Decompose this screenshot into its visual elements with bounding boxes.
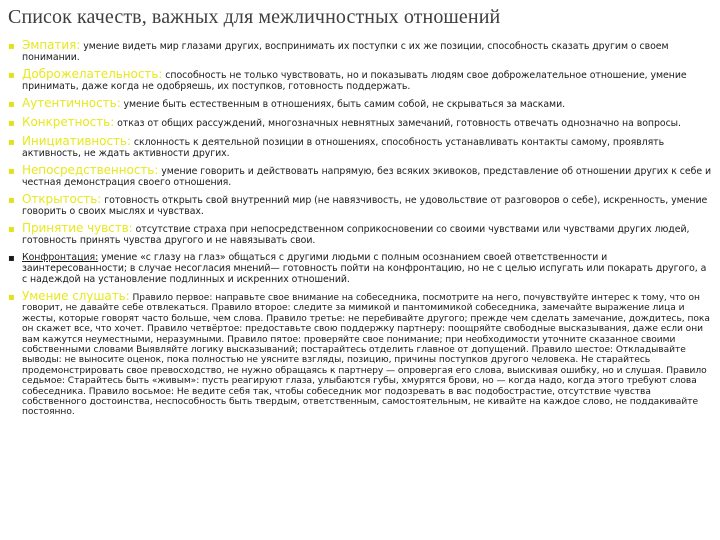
list-item-body [22,252,712,285]
term-description: умение быть естественным в отношениях, быть самим собой, не скрываться за масками. [120,99,566,110]
term-label: Конкретность: [22,115,115,129]
bullet-icon: ▪ [8,292,15,303]
list-item-body [22,223,712,246]
term-label: Принятие чувств: [22,221,133,235]
term-description: отсутствие страха при непосредственном соприкосновении со своими чувствами или чувствами других людей, готовность принять чувства другого и не навязывать свои. [22,224,690,246]
bullet-icon: ▪ [8,166,15,177]
bullet-icon: ▪ [8,137,15,148]
bullet-icon: ▪ [8,118,15,129]
term-description: способность не только чувствовать, но и показывать людям свое доброжелательное отношение, умение принимать, даже когда не одобряешь, их поступков, готовность поддержать. [22,70,687,92]
page-title: Список качеств, важных для межличностных отношений [8,6,501,28]
term-label: Эмпатия: [22,38,81,52]
list-item-body [22,194,712,217]
bullet-icon: ▪ [8,70,15,81]
term-description: отказ от общих рассуждений, многозначных невнятных замечаний, готовность отвечать однозначно на вопросы. [114,118,681,129]
qualities-list [8,40,712,421]
term-label: Умение слушать: [22,289,130,303]
list-item-body [22,40,712,63]
list-item-body [22,69,712,92]
list-item-authenticity [8,98,712,111]
term-label: Доброжелательность: [22,67,163,81]
list-item-body [22,291,712,418]
list-item-confrontation [8,252,712,285]
list-item-concreteness [8,117,712,130]
bullet-icon: ▪ [8,41,15,52]
term-description: умение видеть мир глазами других, воспринимать их поступки с их же позиции, способность сказать другим о своем понимании. [22,41,669,63]
list-item-openness [8,194,712,217]
bullet-icon: ▪ [8,99,15,110]
list-item-body [22,165,712,188]
term-label: Инициативность: [22,134,131,148]
term-description: Правило первое: направьте свое внимание на собеседника, посмотрите на него, почувствуйте интерес к тому, что он говорит, не давайте себе отвлекаться. Правило второе: следите за мимикой и пантомимикой собеседника, замечайте выражение лица и жесты, которые говорят часто больше, чем слова. Правило третье: не перебивайте другого; прежде чем сделать замечание, дождитесь, пока он скажет все, что хочет. Правило четвёртое: предоставьте свою поддержку партнеру: поощряйте свободные высказывания, даже если они вам кажутся неуместными, неразумными. Правило пятое: проверяйте свое понимание; при необходимости уточните сказанное своими собственными словами Выявляйте логику высказываний; постарайтесь отделить главное от допущений. Правило шестое: Откладывайте выводы: не выносите оценок, пока полностью не уясните взгляды, позицию, причины поступков другого человека. Не старайтесь продемонстрировать свое превосходство, не нужно обращаясь к партнеру — опровергая его слова, выискивая ошибку, но и слушая. Правило седьмое: Старайтесь быть «живым»: пусть реагируют глаза, улыбаются губы, хмурятся брови, но — когда надо, когда этого требуют слова собеседника. Правило восьмое: Не ведите себя так, чтобы собеседник мог подозревать в вас подобострастие, отсутствие чувства собственного достоинства, неспособность быть твердым, ответственным, самостоятельным, не кивайте на каждое слово, не поддакивайте постоянно. [22,293,710,418]
term-label: Конфронтация: [22,252,99,263]
term-label: Непосредственность: [22,163,159,177]
term-label: Аутентичность: [22,96,121,110]
bullet-icon: ▪ [8,195,15,206]
list-item-directness [8,165,712,188]
list-item-empathy [8,40,712,63]
list-item-initiative [8,136,712,159]
term-description: склонность к деятельной позиции в отношениях, способность устанавливать контакты самому, проявлять активность, не ждать активности других. [22,137,665,159]
list-item-body [22,117,712,129]
bullet-icon: ▪ [8,253,15,264]
list-item-body [22,136,712,159]
list-item-body [22,98,712,110]
term-label: Открытость: [22,192,102,206]
term-description: готовность открыть свой внутренний мир (не навязчивость, не удовольствие от разговоров о себе), искренность, умение говорить о своих мыслях и чувствах. [22,195,708,217]
list-item-benevolence [8,69,712,92]
term-description: умение «с глазу на глаз» общаться с другими людьми с полным осознанием своей ответственности и заинтересованности; в случае несогласия мнений— готовность пойти на конфронтацию, но не с целью испугать или покарать другого, а с надеждой на установление подлинных и искренних отношений. [22,252,707,285]
list-item-listening [8,291,712,418]
list-item-accepting-feelings [8,223,712,246]
bullet-icon: ▪ [8,224,15,235]
term-description: умение говорить и действовать напрямую, без всяких экивоков, представление об отношении других к себе и честная демонстрация своего отношения. [22,166,712,188]
